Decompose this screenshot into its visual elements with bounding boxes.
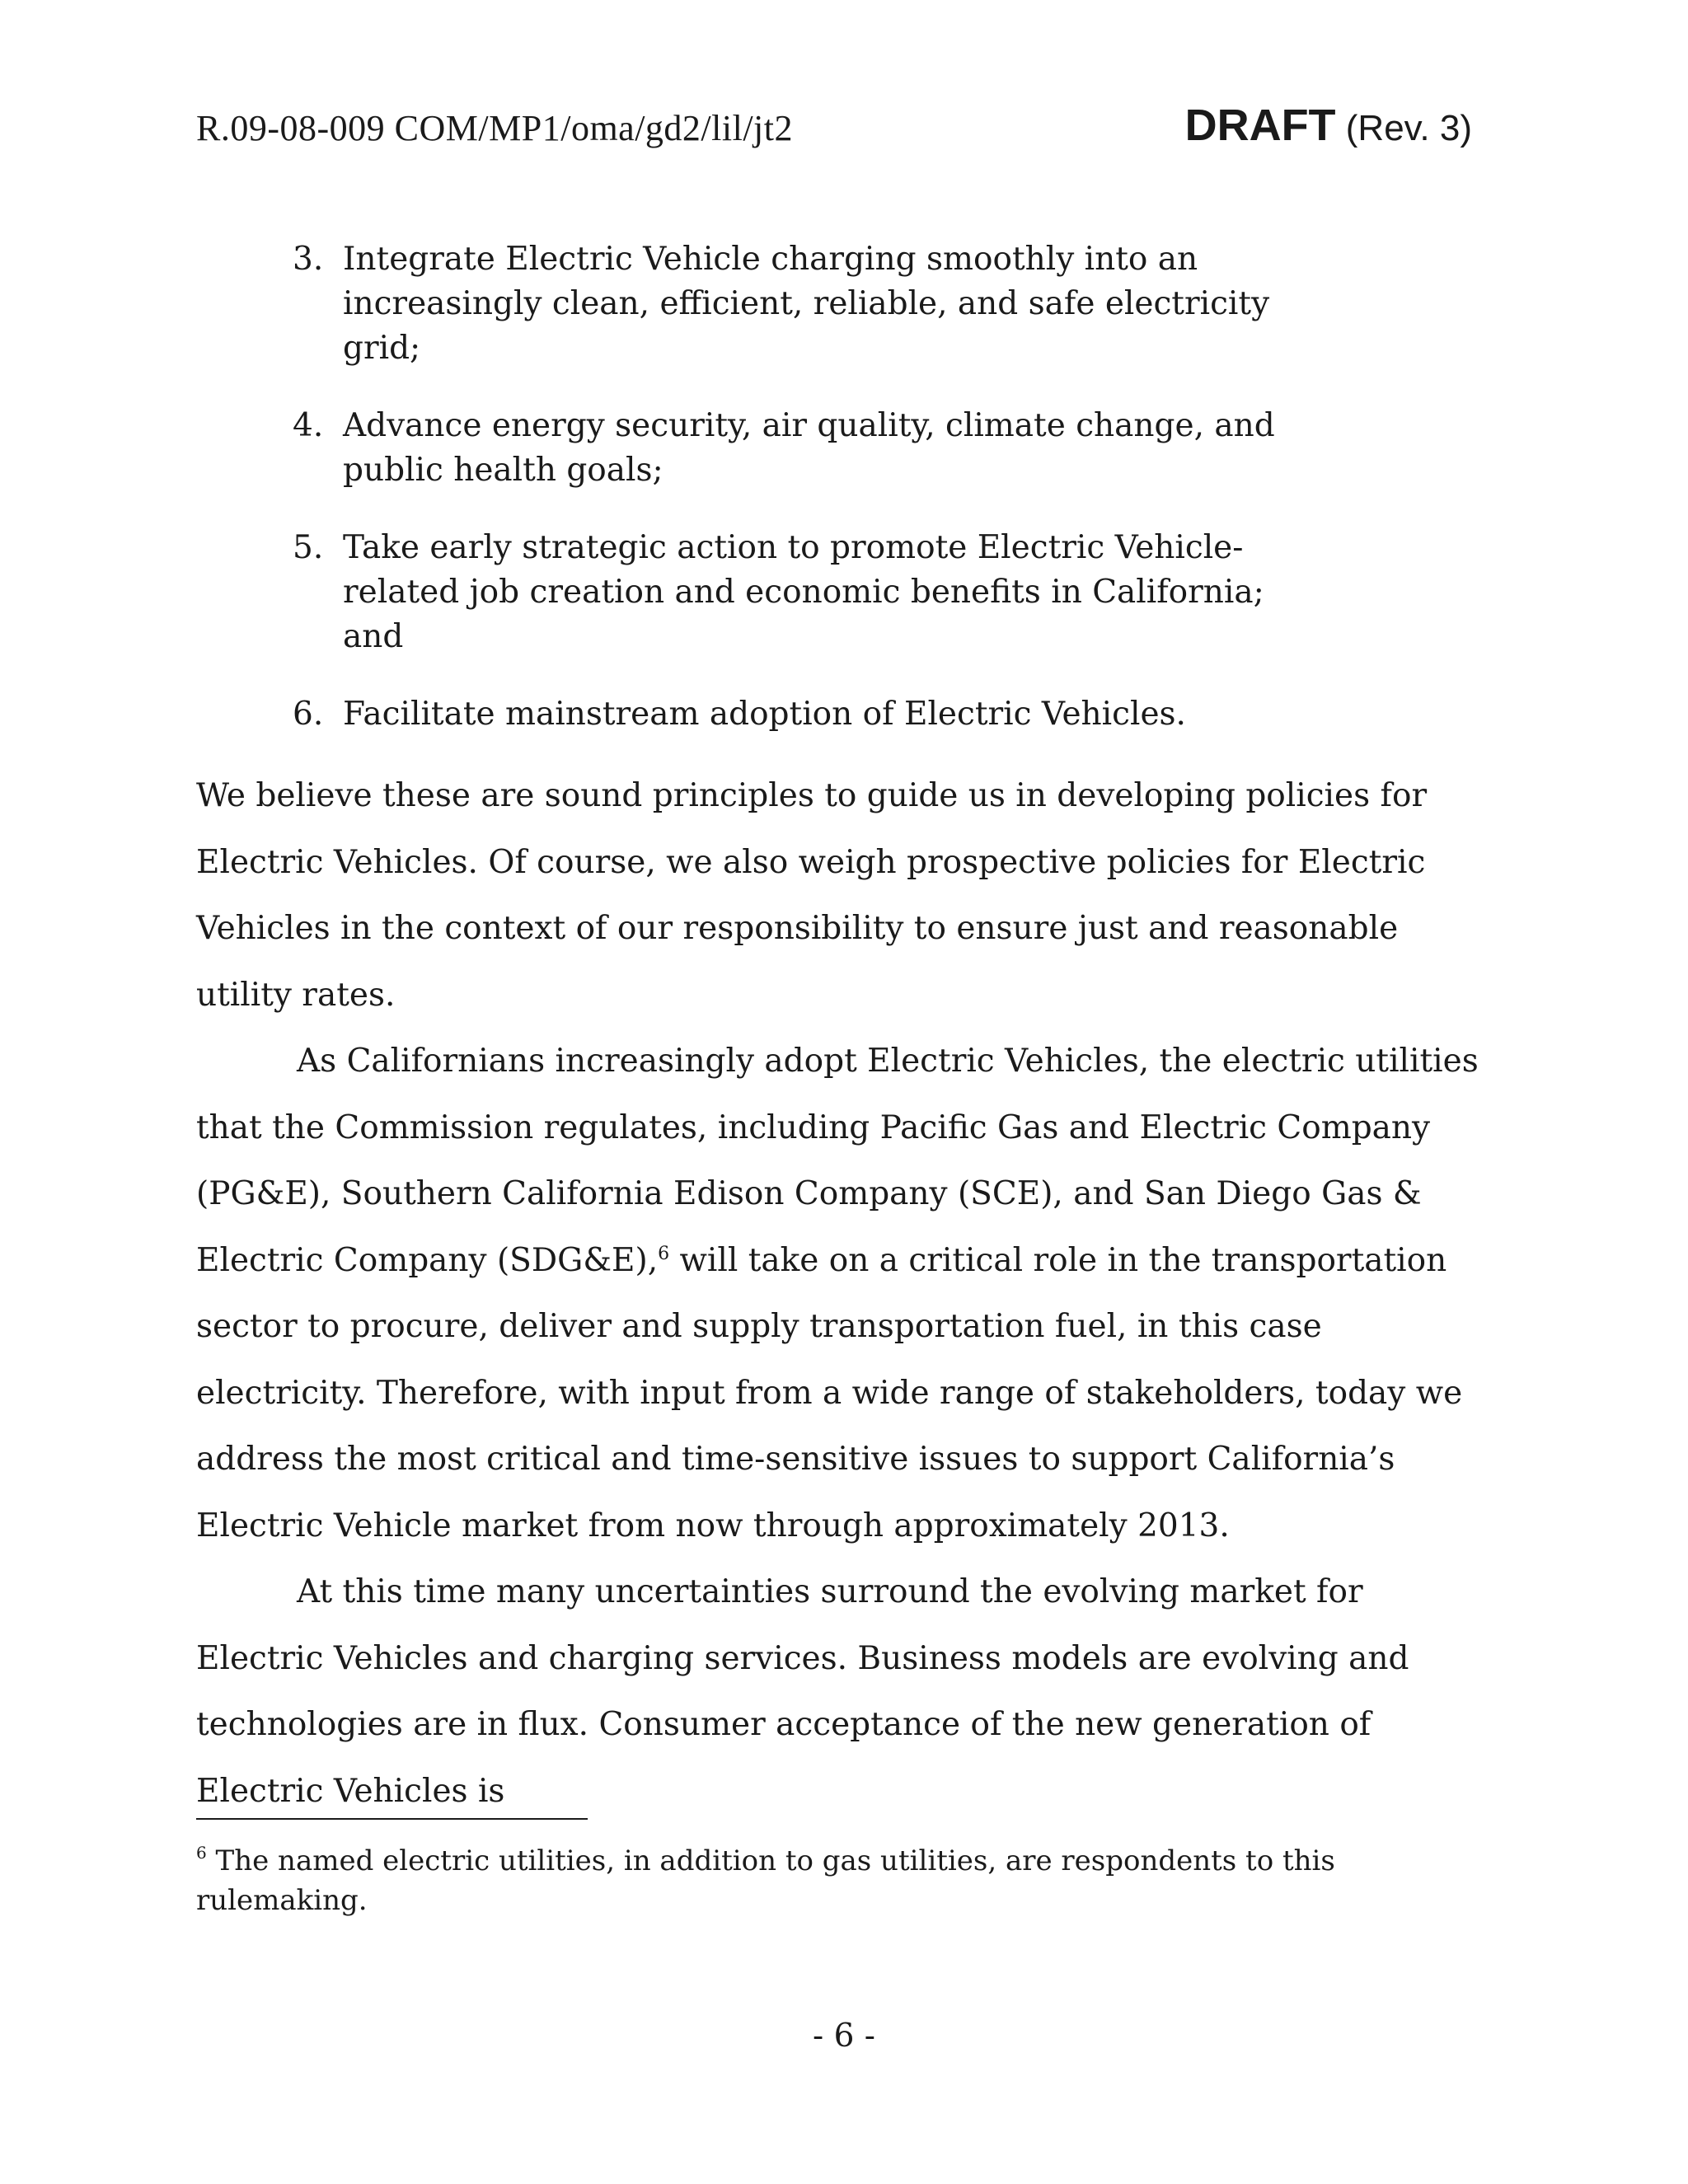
paragraph-utilities-rest: will take on a critical role in the transportation sector to procure, deliver and supply transportation fuel, in this case electricity. Therefore, with input from a wide range of stakeholders, today we address the most critical and time-sensitive issues to support California’s Electric Vehicle market from now through approximately 2013. [196,1241,1463,1544]
list-item-text: Advance energy security, air quality, climate change, and public health goals; [343,407,1275,489]
footnote-divider [196,1818,588,1820]
list-item [293,692,1315,737]
footnote [196,1841,1367,1920]
revision-label: (Rev. 3) [1345,108,1472,148]
paragraph-utilities-lead: As Californians increasingly adopt Electric Vehicles, the electric utilities that the Commission regulates, including Pacific Gas and Electric Company (PG&E), Southern California Edison Company (SCE), and San Diego Gas & Electric Company (SDG&E), [196,1043,1479,1279]
list-item [293,526,1315,659]
paragraph-principles: We believe these are sound principles to guide us in developing policies for Electric Vehicles. Of course, we also weigh prospective policies for Electric Vehicles in the context of our responsibility to ensure just and reasonable utility rates. [196,777,1428,1014]
list-item-number: 4. [293,407,324,444]
paragraph-utilities [196,1029,1482,1559]
body-text [196,763,1482,1825]
list-item [293,237,1315,371]
draft-label: DRAFT [1184,101,1336,150]
footnote-text: The named electric utilities, in addition to gas utilities, are respondents to this rulemaking. [196,1844,1335,1917]
principles-list [293,237,1315,770]
page-number: - 6 - [813,2018,875,2055]
list-item-number: 3. [293,241,324,278]
list-item-number: 5. [293,529,324,566]
list-item-text: Take early strategic action to promote Electric Vehicle-related job creation and economic benefits in California; and [343,529,1264,655]
list-item-text: Integrate Electric Vehicle charging smoothly into an increasingly clean, efficient, reliable, and safe electricity grid; [343,241,1270,367]
list-item-text: Facilitate mainstream adoption of Electric Vehicles. [343,696,1186,733]
list-item-number: 6. [293,696,324,733]
paragraph-uncertainties: At this time many uncertainties surround the evolving market for Electric Vehicles and charging services. Business models are evolving and technologies are in flux. Consumer acceptance of the new generation of Electric Vehicles is [196,1573,1409,1810]
footnote-reference[interactable]: 6 [658,1243,670,1264]
docket-header: R.09-08-009 COM/MP1/oma/gd2/lil/jt2 [196,108,793,148]
draft-header [1185,99,1472,155]
list-item [293,404,1315,493]
footnote-marker: 6 [196,1843,207,1863]
